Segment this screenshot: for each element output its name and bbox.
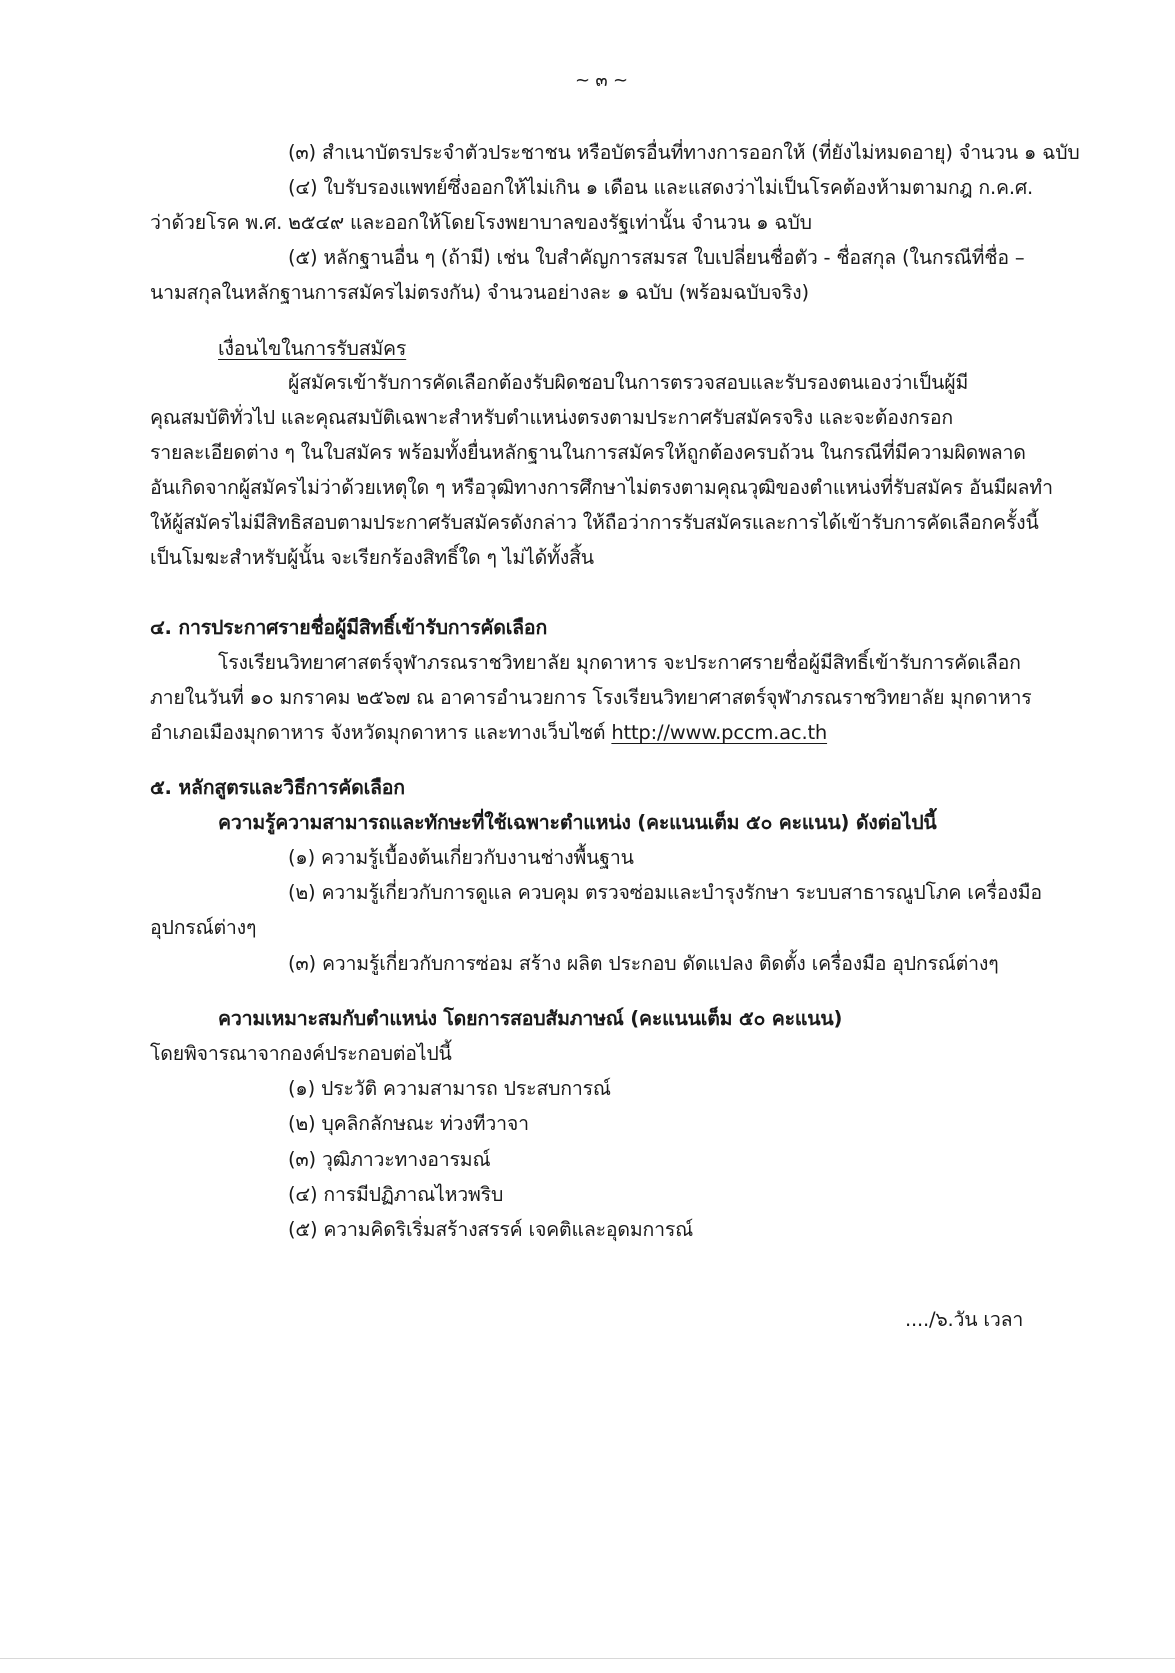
doc-item-5-line1: (๕) หลักฐานอื่น ๆ (ถ้ามี) เช่น ใบสำคัญการสมรส ใบเปลี่ยนชื่อตัว - ชื่อสกุล (ในกรณีที่ชื่อ – xyxy=(288,246,1025,269)
conditions-line-1: ผู้สมัครเข้ารับการคัดเลือกต้องรับผิดชอบในการตรวจสอบและรับรองตนเองว่าเป็นผู้มี xyxy=(288,371,969,394)
continued-marker: ..../๖.วัน เวลา xyxy=(905,1308,1024,1331)
knowledge-item-2-line2: อุปกรณ์ต่างๆ xyxy=(150,916,257,939)
suitability-intro: โดยพิจารณาจากองค์ประกอบต่อไปนี้ xyxy=(150,1042,452,1065)
section-4-line-3 xyxy=(150,718,827,748)
knowledge-subheading: ความรู้ความสามารถและทักษะที่ใช้เฉพาะตำแหน่ง (คะแนนเต็ม ๕๐ คะแนน) ดังต่อไปนี้ xyxy=(218,811,937,834)
factor-item-1: (๑) ประวัติ ความสามารถ ประสบการณ์ xyxy=(288,1077,611,1100)
conditions-line-6: เป็นโมฆะสำหรับผู้นั้น จะเรียกร้องสิทธิ์ใด ๆ ไม่ได้ทั้งสิ้น xyxy=(150,546,594,569)
factor-item-4: (๔) การมีปฏิภาณไหวพริบ xyxy=(288,1183,504,1206)
section-5-heading: ๕. หลักสูตรและวิธีการคัดเลือก xyxy=(150,776,405,799)
website-link[interactable]: http://www.pccm.ac.th xyxy=(611,721,828,744)
page-number: ~ ๓ ~ xyxy=(575,70,628,91)
bottom-divider xyxy=(0,1658,1175,1659)
factor-item-2: (๒) บุคลิกลักษณะ ท่วงทีวาจา xyxy=(288,1112,529,1135)
conditions-line-4: อันเกิดจากผู้สมัครไม่ว่าด้วยเหตุใด ๆ หรือวุฒิทางการศึกษาไม่ตรงตามคุณวุฒิของตำแหน่งที่รับสมัคร อันมีผลทำ xyxy=(150,476,1053,499)
suitability-subheading: ความเหมาะสมกับตำแหน่ง โดยการสอบสัมภาษณ์ (คะแนนเต็ม ๕๐ คะแนน) xyxy=(218,1007,843,1030)
doc-item-4-line2: ว่าด้วยโรค พ.ศ. ๒๕๔๙ และออกให้โดยโรงพยาบาลของรัฐเท่านั้น จำนวน ๑ ฉบับ xyxy=(150,211,812,234)
section-4-line-2: ภายในวันที่ ๑๐ มกราคม ๒๕๖๗ ณ อาคารอำนวยการ โรงเรียนวิทยาศาสตร์จุฬาภรณราชวิทยาลัย มุกดาหาร xyxy=(150,686,1032,709)
section-4-heading: ๔. การประกาศรายชื่อผู้มีสิทธิ์เข้ารับการคัดเลือก xyxy=(150,616,548,639)
section-4-line-1: โรงเรียนวิทยาศาสตร์จุฬาภรณราชวิทยาลัย มุกดาหาร จะประกาศรายชื่อผู้มีสิทธิ์เข้ารับการคัดเลือก xyxy=(218,651,1021,674)
knowledge-item-3: (๓) ความรู้เกี่ยวกับการซ่อม สร้าง ผลิต ประกอบ ดัดแปลง ติดตั้ง เครื่องมือ อุปกรณ์ต่างๆ xyxy=(288,952,999,975)
knowledge-item-2-line1: (๒) ความรู้เกี่ยวกับการดูแล ควบคุม ตรวจซ่อมและบำรุงรักษา ระบบสาธารณูปโภค เครื่องมือ xyxy=(288,881,1042,904)
doc-item-3: (๓) สำเนาบัตรประจำตัวประชาชน หรือบัตรอื่นที่ทางการออกให้ (ที่ยังไม่หมดอายุ) จำนวน ๑ ฉบับ xyxy=(288,141,1080,164)
doc-item-5-line2: นามสกุลในหลักฐานการสมัครไม่ตรงกัน) จำนวนอย่างละ ๑ ฉบับ (พร้อมฉบับจริง) xyxy=(150,281,809,304)
knowledge-item-1: (๑) ความรู้เบื้องต้นเกี่ยวกับงานช่างพื้นฐาน xyxy=(288,846,634,869)
factor-item-5: (๕) ความคิดริเริ่มสร้างสรรค์ เจคติและอุดมการณ์ xyxy=(288,1218,694,1241)
conditions-line-2: คุณสมบัติทั่วไป และคุณสมบัติเฉพาะสำหรับตำแหน่งตรงตามประกาศรับสมัครจริง และจะต้องกรอก xyxy=(150,406,954,429)
conditions-line-5: ให้ผู้สมัครไม่มีสิทธิสอบตามประกาศรับสมัครดังกล่าว ให้ถือว่าการรับสมัครและการได้เข้ารับการคัดเลือกครั้งนี้ xyxy=(150,511,1039,534)
conditions-line-3: รายละเอียดต่าง ๆ ในใบสมัคร พร้อมทั้งยื่นหลักฐานในการสมัครให้ถูกต้องครบถ้วน ในกรณีที่มีความผิดพลาด xyxy=(150,441,1026,464)
factor-item-3: (๓) วุฒิภาวะทางอารมณ์ xyxy=(288,1148,491,1171)
conditions-heading: เงื่อนไขในการรับสมัคร xyxy=(218,337,407,360)
section-4-line-3-text: อำเภอเมืองมุกดาหาร จังหวัดมุกดาหาร และทางเว็บไซต์ xyxy=(150,721,606,744)
doc-item-4-line1: (๔) ใบรับรองแพทย์ซึ่งออกให้ไม่เกิน ๑ เดือน และแสดงว่าไม่เป็นโรคต้องห้ามตามกฎ ก.ค.ศ. xyxy=(288,176,1034,199)
